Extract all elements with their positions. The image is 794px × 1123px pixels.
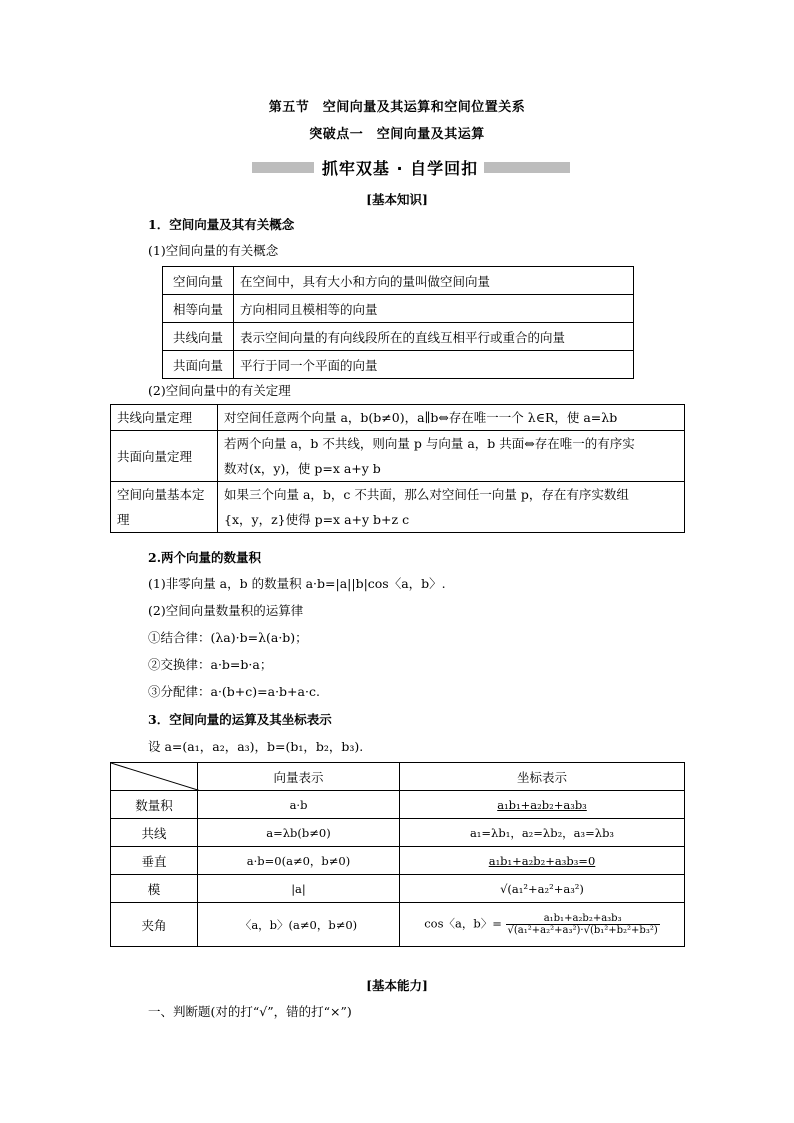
row-vector: |a| <box>198 875 400 903</box>
section2-line: ③分配律：a·(b+c)=a·b+a·c. <box>148 684 320 699</box>
row-vector: a=λb(b≠0) <box>198 819 400 847</box>
row-name: 垂直 <box>111 847 198 875</box>
table-row <box>111 847 685 875</box>
table-row <box>111 791 685 819</box>
table-row <box>163 351 634 379</box>
judge-instruction: 一、判断题(对的打“√”，错的打“×”) <box>148 1004 352 1019</box>
row-vector: a·b=0(a≠0，b≠0) <box>198 847 400 875</box>
page-subtitle: 突破点一 空间向量及其运算 <box>309 127 485 142</box>
row-name: 数量积 <box>111 791 198 819</box>
angle-fraction <box>506 913 660 936</box>
section3-intro: 设 a=(a₁，a₂，a₃)，b=(b₁，b₂，b₃). <box>148 739 364 754</box>
row-coord <box>400 903 685 947</box>
concept-def: 表示空间向量的有向线段所在的直线互相平行或重合的向量 <box>234 323 634 351</box>
section2-line: (2)空间向量数量积的运算律 <box>148 603 304 618</box>
diagonal-header-cell <box>111 763 198 791</box>
section2-heading: 2.两个向量的数量积 <box>148 550 262 565</box>
theorem-table <box>110 404 685 533</box>
col-header-coord: 坐标表示 <box>400 763 685 791</box>
theorem-line: 若两个向量 a，b 不共线，则向量 p 与向量 a，b 共面⇔存在唯一的有序实 <box>224 436 635 451</box>
theorem-content <box>218 431 685 482</box>
section-banner <box>252 156 570 178</box>
fraction-denominator: √(a₁²+a₂²+a₃²)·√(b₁²+b₂²+b₃²) <box>507 925 658 936</box>
theorem-line: 对空间任意两个向量 a，b(b≠0)，a∥b⇔存在唯一一个 λ∈R，使 a=λb <box>224 410 618 425</box>
section1-sub1: (1)空间向量的有关概念 <box>148 243 279 258</box>
concept-term: 空间向量 <box>163 267 234 295</box>
table-row <box>163 323 634 351</box>
table-row <box>111 875 685 903</box>
table-row <box>111 819 685 847</box>
basic-ability-label: [基本能力] <box>366 978 428 993</box>
row-coord: a₁b₁+a₂b₂+a₃b₃ <box>400 791 685 819</box>
theorem-term: 空间向量基本定理 <box>111 482 218 533</box>
theorem-content <box>218 482 685 533</box>
table-row <box>163 267 634 295</box>
theorem-line: 如果三个向量 a，b，c 不共面，那么对空间任一向量 p，存在有序实数组 <box>224 487 629 502</box>
concept-def: 平行于同一个平面的向量 <box>234 351 634 379</box>
table-row <box>111 431 685 482</box>
row-name: 共线 <box>111 819 198 847</box>
row-vector: a·b <box>198 791 400 819</box>
diagonal-line <box>111 763 201 791</box>
concept-term: 相等向量 <box>163 295 234 323</box>
coordinate-table <box>110 762 685 947</box>
concept-table <box>162 266 634 379</box>
section2-line: (1)非零向量 a，b 的数量积 a·b=|a||b|cos〈a，b〉. <box>148 576 446 591</box>
table-row <box>111 903 685 947</box>
page-title: 第五节 空间向量及其运算和空间位置关系 <box>268 100 526 115</box>
banner-text: 抓牢双基 · 自学回扣 <box>321 159 479 178</box>
theorem-content <box>218 405 685 431</box>
banner-bar-left <box>252 162 314 173</box>
row-coord: a₁b₁+a₂b₂+a₃b₃=0 <box>400 847 685 875</box>
col-header-vector: 向量表示 <box>198 763 400 791</box>
table-row <box>163 295 634 323</box>
theorem-line: 数对(x，y)，使 p=x a+y b <box>224 461 381 476</box>
theorem-line: {x，y，z}使得 p=x a+y b+z c <box>224 512 410 527</box>
basic-knowledge-label: [基本知识] <box>366 192 428 207</box>
angle-coord-prefix: cos〈a，b〉= <box>424 916 502 931</box>
row-coord: √(a₁²+a₂²+a₃²) <box>400 875 685 903</box>
section1-sub2: (2)空间向量中的有关定理 <box>148 383 291 398</box>
banner-bar-right <box>484 162 570 173</box>
row-vector: 〈a，b〉(a≠0，b≠0) <box>198 903 400 947</box>
concept-term: 共线向量 <box>163 323 234 351</box>
section1-heading: 1．空间向量及其有关概念 <box>148 217 295 232</box>
section3-heading: 3．空间向量的运算及其坐标表示 <box>148 712 332 727</box>
row-name: 模 <box>111 875 198 903</box>
theorem-term: 共面向量定理 <box>111 431 218 482</box>
concept-term: 共面向量 <box>163 351 234 379</box>
concept-def: 方向相同且模相等的向量 <box>234 295 634 323</box>
section2-line: ②交换律：a·b=b·a； <box>148 657 273 672</box>
table-row <box>111 482 685 533</box>
table-row <box>111 405 685 431</box>
theorem-term: 共线向量定理 <box>111 405 218 431</box>
row-coord: a₁=λb₁，a₂=λb₂，a₃=λb₃ <box>400 819 685 847</box>
table-header-row <box>111 763 685 791</box>
fraction-numerator: a₁b₁+a₂b₂+a₃b₃ <box>506 913 660 925</box>
concept-def: 在空间中，具有大小和方向的量叫做空间向量 <box>234 267 634 295</box>
section2-line: ①结合律：(λa)·b=λ(a·b)； <box>148 630 308 645</box>
row-name: 夹角 <box>111 903 198 947</box>
